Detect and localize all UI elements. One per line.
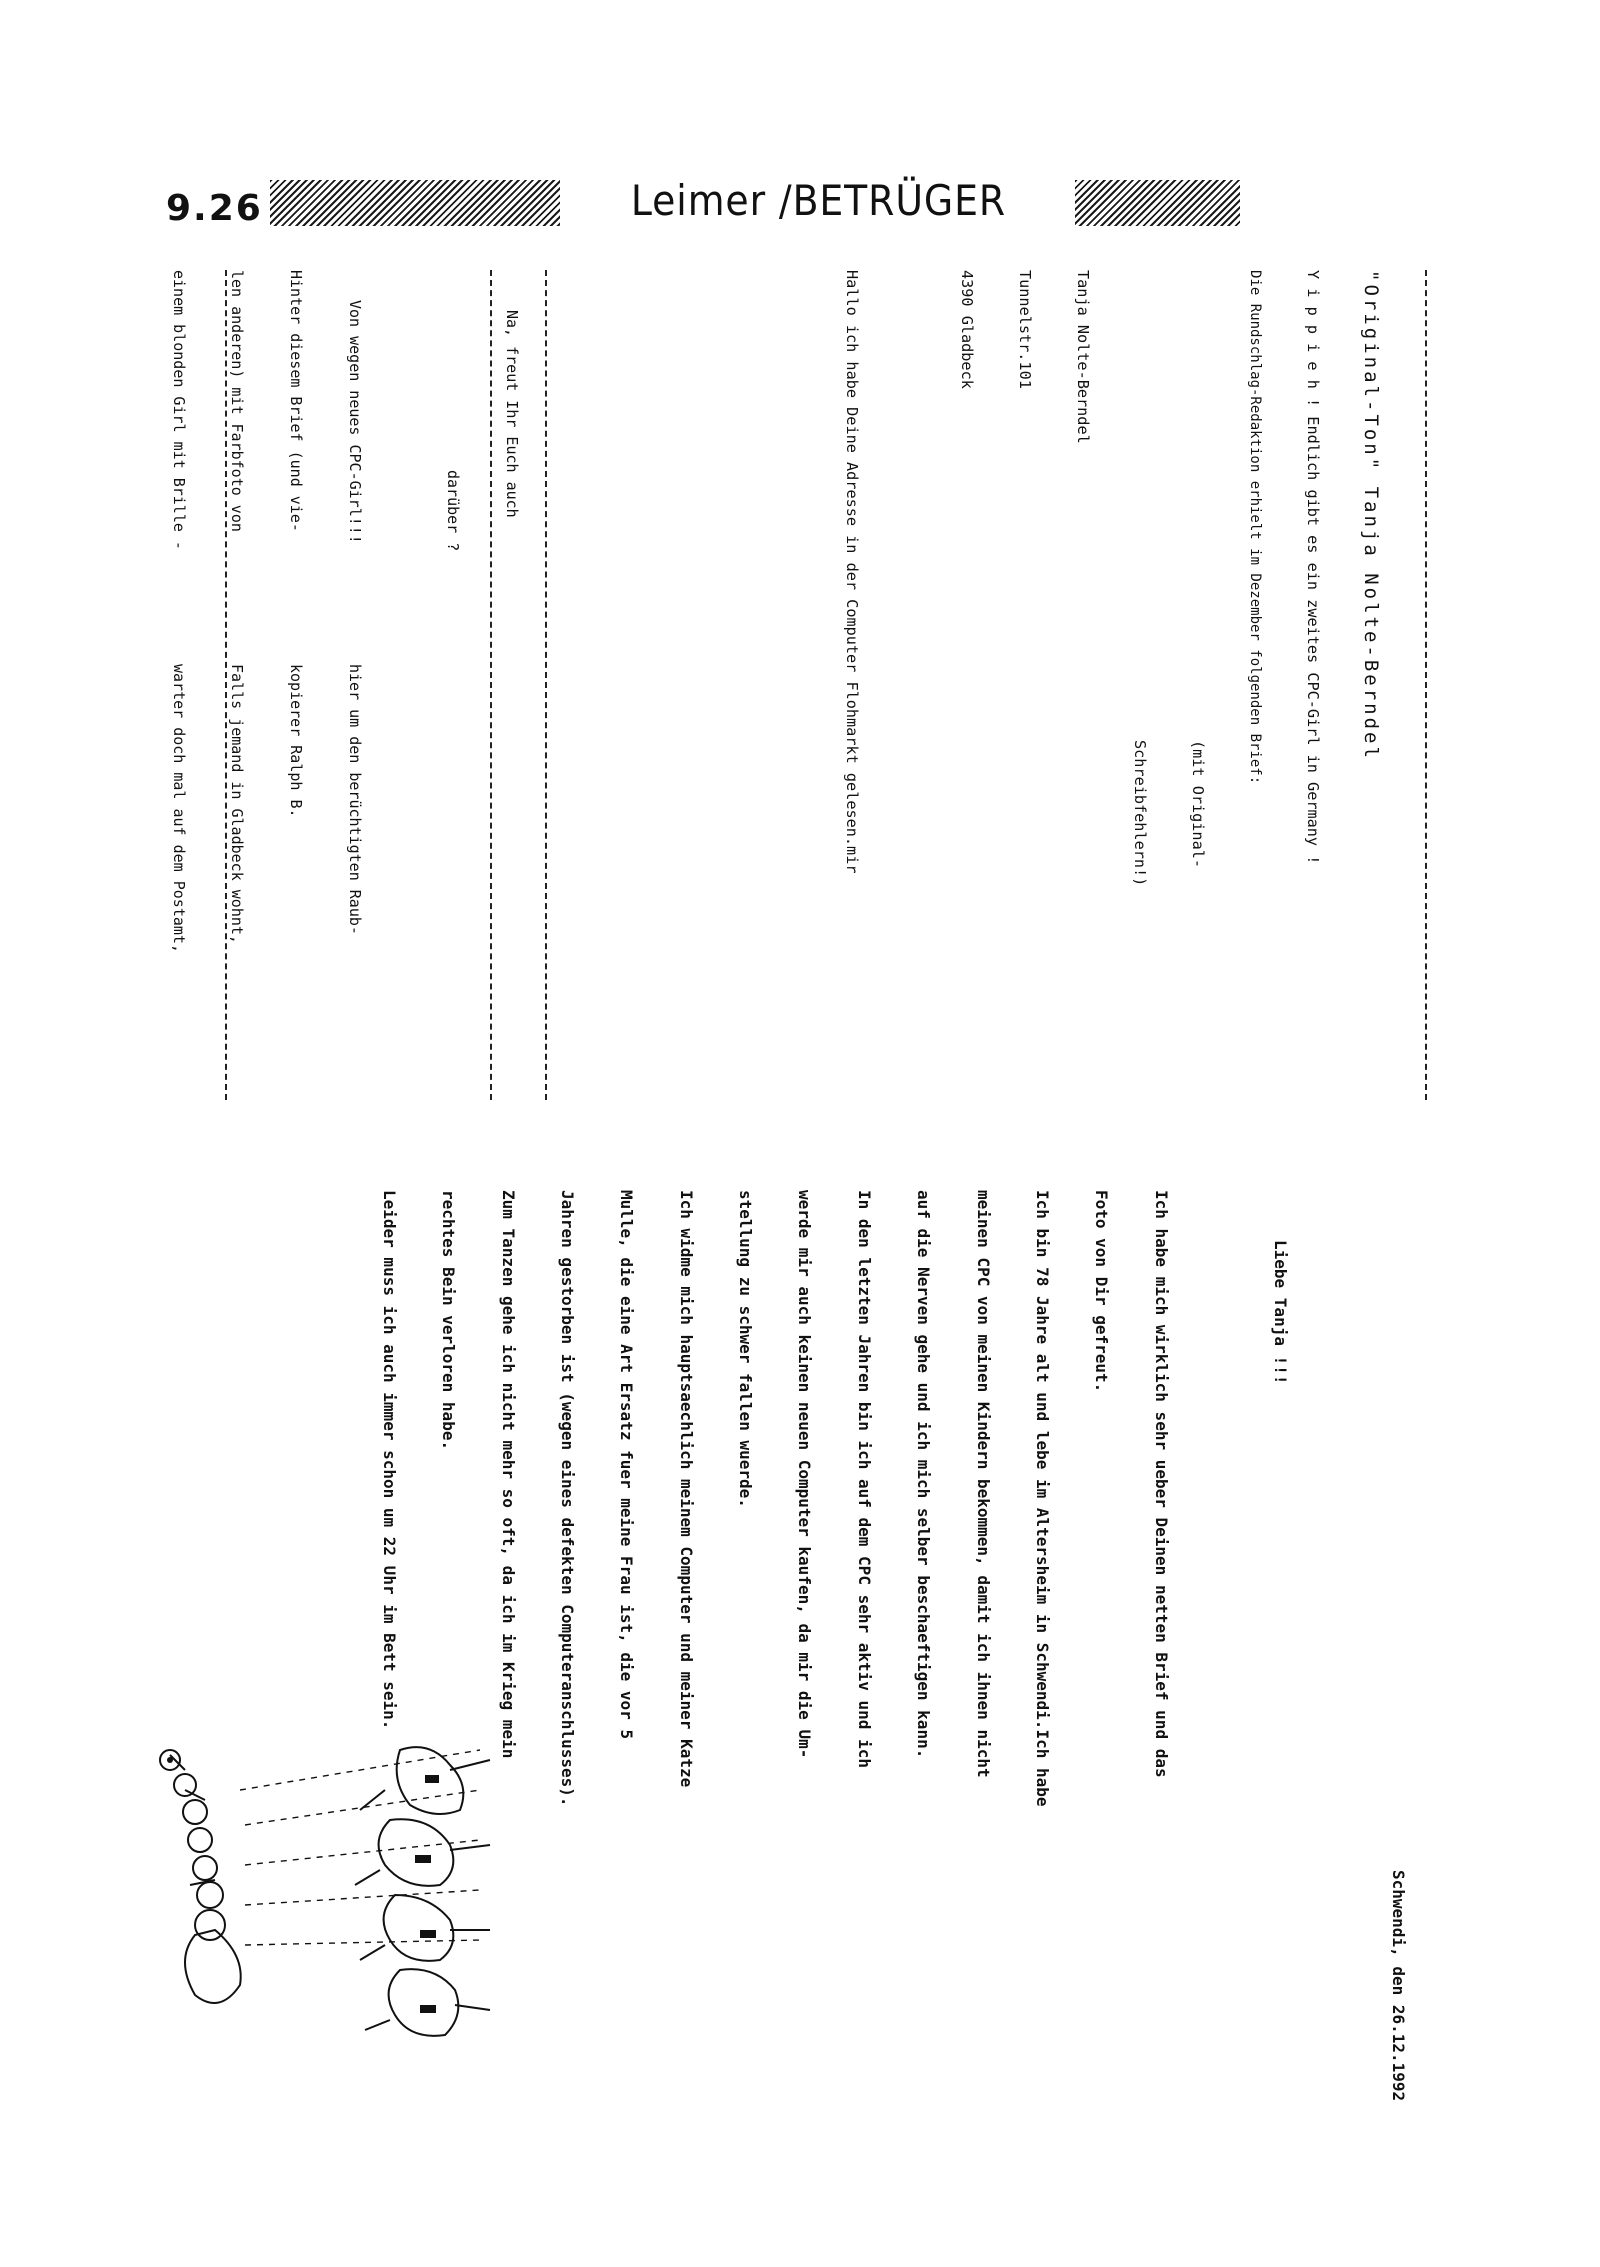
- reply-date: Schwendi, den 26.12.1992: [1389, 1870, 1409, 2102]
- hatched-banner-left: [270, 180, 560, 226]
- address-line: 4390 Gladbeck: [958, 270, 977, 389]
- commentary-columns: [140, 270, 403, 1040]
- reply-line: stellung zu schwer fallen wuerde.: [736, 1190, 756, 1508]
- commentary-line: len anderen) mit Farbfoto von: [228, 270, 247, 532]
- address-line: Tunnelstr.101: [1015, 270, 1034, 389]
- address-line: Tanja Nolte-Berndel: [1073, 270, 1092, 444]
- intro-line: Die Rundschlag-Redaktion erhielt im Dezember folgenden Brief:: [1247, 270, 1264, 785]
- cartoon-illustration: [150, 1730, 510, 2060]
- reply-line: Mulle, die eine Art Ersatz fuer meine Frau ist, die vor 5: [617, 1190, 637, 1740]
- caterpillar-figure: [160, 1750, 241, 2003]
- commentary-line: Hinter diesem Brief (und vie-: [287, 270, 306, 532]
- body-line: Hallo ich habe Deine Adresse in der Computer Flohmarkt gelesen.mir: [843, 270, 862, 874]
- commentary-left-column: [140, 270, 403, 640]
- tanja-letter: [808, 270, 1418, 1050]
- reply-line: rechtes Bein verloren habe.: [439, 1190, 459, 1451]
- section-title: [568, 176, 1068, 226]
- blank-line: [1210, 1190, 1230, 2150]
- commentary-heading: darüber ?: [444, 470, 463, 552]
- intro-line: Y i p p i e h ! Endlich gibt es ein zweites CPC-Girl in Germany !: [1303, 270, 1322, 865]
- note-line: Schreibfehlern!): [1131, 740, 1150, 887]
- commentary-line: einem blonden Girl mit Brille -: [169, 270, 188, 550]
- reply-line: werde mir auch keinen neuen Computer kaufen, da mir die Um-: [795, 1190, 815, 1759]
- reply-line: Ich habe mich wirklich sehr ueber Deinen netten Brief und das: [1151, 1190, 1171, 1778]
- reply-line: Jahren gestorben ist (wegen eines defekten Computeranschlusses).: [557, 1190, 577, 1807]
- reply-line: Ich widme mich hauptsaechlich meinem Computer und meiner Katze: [676, 1190, 696, 1788]
- hatched-banner-right: [1075, 180, 1240, 226]
- editorial-commentary: [140, 270, 560, 1040]
- cartoon-shading: [167, 1757, 439, 2013]
- commentary-right-column: [140, 664, 403, 1034]
- section-title-text: Leimer /BETRÜGER: [630, 176, 1006, 225]
- commentary-line: Falls jemand in Gladbeck wohnt,: [228, 664, 247, 944]
- dashed-separator: [1425, 270, 1427, 1100]
- speed-lines: [240, 1750, 480, 1945]
- chasing-figures: [355, 1747, 490, 2036]
- commentary-line: Von wegen neues CPC-Girl!!!: [346, 300, 365, 544]
- reply-line: Ich bin 78 Jahre alt und lebe im Altersheim in Schwendi.Ich habe: [1033, 1190, 1053, 1807]
- reply-line: Foto von Dir gefreut.: [1092, 1190, 1112, 1393]
- note-line: (mit Original-: [1188, 740, 1207, 869]
- commentary-heading: Na, freut Ihr Euch auch: [502, 310, 521, 518]
- commentary-line: kopierer Ralph B.: [287, 664, 306, 818]
- reply-line: auf die Nerven gehe und ich mich selber beschaeftigen kann.: [914, 1190, 934, 1759]
- letter-title: "Original-Ton" Tanja Nolte-Berndel: [1359, 270, 1382, 761]
- commentary-line: warter doch mal auf dem Postamt,: [169, 664, 188, 953]
- reply-salutation: Liebe Tanja !!!: [1270, 1240, 1290, 1385]
- reply-line: In den letzten Jahren bin ich auf dem CPC sehr aktiv und ich: [854, 1190, 874, 1768]
- reply-line: Leider muss ich auch immer schon um 22 Uhr im Bett sein.: [379, 1190, 399, 1730]
- reply-line: meinen CPC von meinen Kindern bekommen, damit ich ihnen nicht: [973, 1190, 993, 1778]
- page-number: 9.26: [166, 188, 263, 229]
- reply-line: Zum Tanzen gehe ich nicht mehr so oft, da ich im Krieg mein: [498, 1190, 518, 1759]
- blank-line: [900, 270, 919, 1050]
- blank-line: [1329, 1190, 1349, 2150]
- commentary-line: hier um den berüchtigten Raub-: [346, 664, 365, 935]
